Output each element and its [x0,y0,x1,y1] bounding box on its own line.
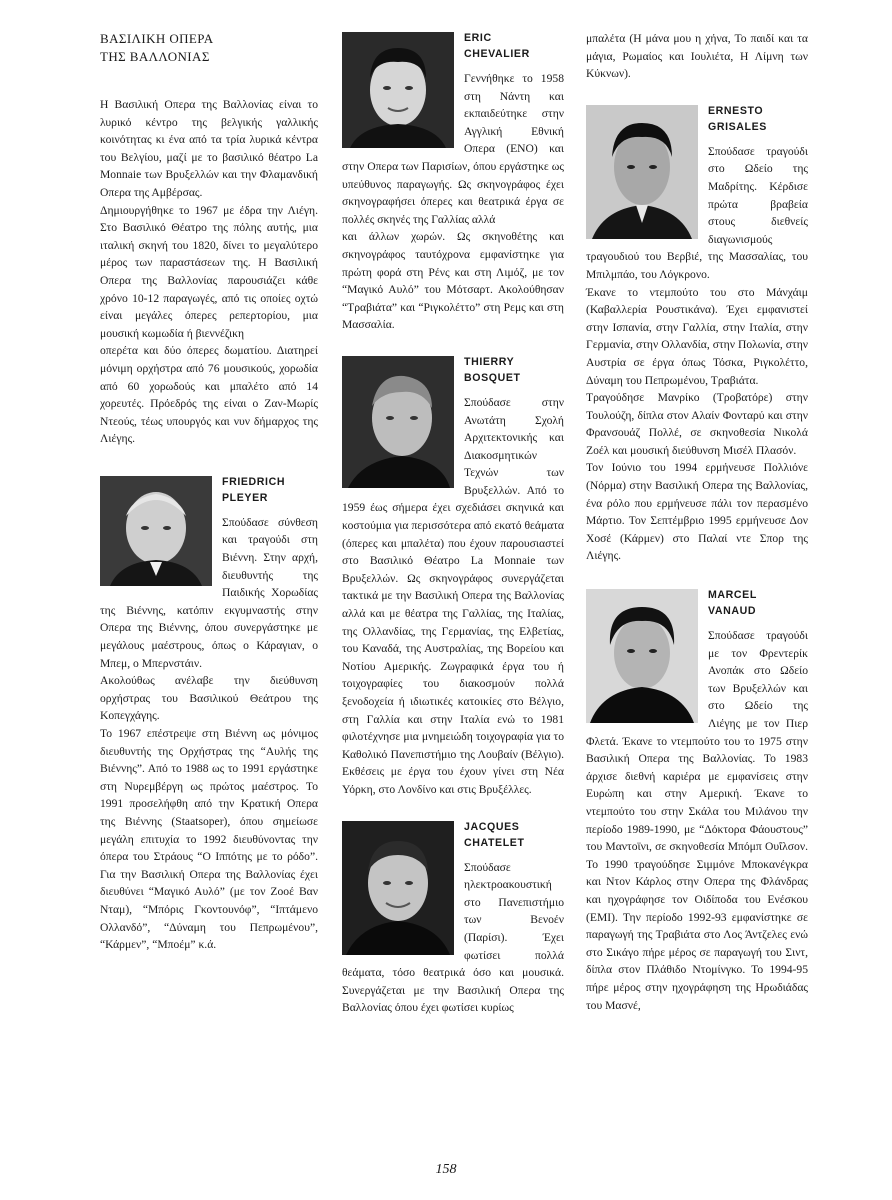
bio-vanaud [586,587,808,1014]
bio-grisales [586,103,808,565]
bio-grisales-paragraph-2: Έκανε το ντεμπούτο του στο Μάνχάιμ (Καβαλλερία Ρουστικάνα). Έχει εμφανιστεί στην Ισπανία, στην Γαλλία, στην Ιταλία, στην Γερμανία, στην Ολλανδία, στην Πολωνία, στην Αυστρία σε έργα όπως Τόσκα, Ριγκολέττο, Δύναμη του Πεπρωμένου, Τραβιάτα. [586,285,808,387]
bio-chatelet [342,819,564,1017]
bio-name-vanaud-line-1: MARCEL [708,589,757,602]
bio-chevalier [342,30,564,334]
column-middle [342,30,564,1017]
bio-name-pleyer-line-2: PLEYER [222,491,268,504]
bio-bosquet [342,354,564,799]
bio-chevalier-paragraph-2: και άλλων χωρών. Ως σκηνοθέτης και σκηνογράφος ταυτόχρονα εμφανίστηκε για πρώτη φορά στη Ρένς και στη Λιμόζ, με τον “Μαγικό Αυλό” του Μότσαρτ. Ακολούθησαν “Τραβιάτα” και “Ριγκολέττο” στη Ρεμς και στη Μασσαλία. [342,230,564,332]
bio-name-grisales-line-2: GRISALES [708,120,767,133]
column-left [100,30,318,954]
bio-name-vanaud-line-2: VANAUD [708,605,757,618]
bio-name-grisales-line-1: ERNESTO [708,104,764,117]
page-title-line-1: ΒΑΣΙΛΙΚΗ ΟΠΕΡΑ [100,31,214,46]
intro-paragraph-2: Δημιουργήθηκε το 1967 με έδρα την Λιέγη. Στο Βασιλικό Θέατρο της πόλης αυτής, μια ιταλική σκηνή του 1820, δίνει το μεγαλύτερο μέρος των παραστάσεων της. Η Βασιλική Οπερα της Βαλλονίας παρουσιάζει κάθε χρόνο 10-12 παραγωγές, από τις οποίες οχτώ είναι μεγάλες όπερες ρεπερτορίου, μια μουσική κωμωδία ή βιεννέζικη [100,203,318,340]
bio-grisales-paragraph-4: Τον Ιούνιο του 1994 ερμήνευσε Πολλιόνε (Νόρμα) στην Βασιλική Οπερα της Βαλλονίας, ένα ρόλο που ερμήνευσε πάλι τον περασμένο Μάρτιο. Τον Σεπτέμβριο 1995 ερμήνευσε Δον Χοσέ (Κάρμεν) στο Παλαί ντε Σπορ της Λιέγης. [586,461,808,563]
bio-pleyer-paragraph-1: Σπούδασε σύνθεση και τραγούδι στη Βιέννη. Στην αρχή, διευθυντής της Παιδικής Χορωδίας της Βιέννης, κατόπιν εκγυμναστής στην Οπερα της Βιέννης, όπου συνεργάστηκε με μεγάλους μαέστρους, όπως ο Κάραγιαν, ο Μπεμ, ο Μπερνστάιν. [100,515,318,670]
bio-bosquet-paragraph-1: Σπούδασε στην Ανωτάτη Σχολή Αρχιτεκτονικής και Διακοσμητικών Τεχνών των Βρυξελλών. Από το 1959 έως σήμερα έχει σχεδιάσει σκηνικά και κοστούμια για περισσότερα από εκατό θεάματα (όπερες και μπαλέτα) που έχουν παρουσιαστεί στο Βασιλικό Θέατρο La Monnaie των Βρυξελλών. Ως σκηνογράφος συνεργάζεται τακτικά με την Βασιλική Οπερα της Βαλλονίας αλλά και με θέατρα της Γαλλίας, της Ιταλίας, της Ολλανδίας, της Γερμανίας, της Ελβετίας, του Καναδά, της Αυστραλίας, της Βορείου και Νοτίου Αμερικής. Ζωγραφικά έργα του ή τοιχογραφίες του διακοσμούν πολλά ξενοδοχεία ή ιδιωτικές κατοικίες στο Βέλγιο, στη Γαλλία και στην Ιταλία ενώ το 1981 φιλοτέχνησε μια μνημειώδη τοιχογραφία για το Καθολικό Πανεπιστήμιο της Λουβαίν (Βέλγιο). Εκθέσεις με έργα του έχουν γίνει στη Νέα Υόρκη, στο Λονδίνο και στις Βρυξέλλες. [342,395,564,796]
bio-grisales-paragraph-3: Τραγούδησε Μανρίκο (Τροβατόρε) στην Τουλούζη, δίπλα στον Αλαίν Φονταρύ και στην Φρανσουάζ Πολλέ, σε σκηνοθεσία Νικολά Ζοέλ και μουσική διεύθυνση Μισέλ Πλασόν. [586,391,808,457]
column-right [586,30,808,1014]
intro-paragraph-1: Η Βασιλική Οπερα της Βαλλονίας είναι το λυρικό κέντρο της βελγικής γαλλικής κοινότητας κι ένα από τα τρία λυρικά κέντρα του Βελγίου, μαζί με το βασιλικό θέατρο La Monnaie των Βρυξελλών και την Φλαμανδική Οπερα της Αμβέρσας. [100,98,318,199]
bio-chevalier-paragraph-1: Γεννήθηκε το 1958 στη Νάντη και εκπαιδεύτηκε στην Αγγλική Εθνική Οπερα (ENO) και στην Οπερα των Παρισίων, όπου εργάστηκε ως υπεύθυνος παραγωγής. Ως σκηνογράφος έχει σκηνογραφήσει όπερες και θεατρικά έργα σε πολλές σκηνές της Γαλλίας αλλά [342,72,564,226]
bio-name-pleyer-line-1: FRIEDRICH [222,475,286,488]
page-title-line-2: ΤΗΣ ΒΑΛΛΟΝΙΑΣ [100,49,210,64]
bio-grisales-paragraph-1: Σπούδασε τραγούδι στο Ωδείο της Μαδρίτης. Κέρδισε πρώτα βραβεία στους διεθνείς διαγωνισμούς τραγουδιού του Βερβιέ, της Μασσαλίας, του Μπιλμπάο, του Λόγκρονο. [586,144,808,281]
portrait-photo-grisales [586,105,698,239]
bio-pleyer-paragraph-3: Το 1967 επέστρεψε στη Βιέννη ως μόνιμος διευθυντής της Ορχήστρας της “Αυλής της Βιέννης”. Από το 1988 ως το 1991 εργάστηκε στη Νυρεμβέργη ως πρώτος μαέστρος. Το 1991 προσελήφθη από την Κρατική Οπερα της Βιέννης (Staatsoper), όπου σημείωσε μεγάλη επιτυχία το 1992 διευθύνοντας την όπερα του Στράους “Ο Ιππότης με το ρόδο”. Για την Βασιλική Οπερα της Βαλλονίας έχει διευθύνει “Μαγικό Αυλό” (με τον Ζοοέ Βαν Νταμ), “Μπόρις Γκοντουνόφ”, “Ιπτάμενο Ολλανδό”, “Δύναμη του Πεπρωμένου”, “Κάρμεν”, “Μποέμ” κ.ά. [100,727,318,952]
portrait-photo-bosquet [342,356,454,488]
bio-chatelet-continuation: μπαλέτα (Η μάνα μου η χήνα, Το παιδί και τα μάγια, Ρωμαίος και Ιουλιέτα, Η Λίμνη των Κύκνων). [586,32,808,81]
bio-vanaud-paragraph-1: Σπούδασε τραγούδι με τον Φρεντερίκ Ανοπάκ στο Ωδείο των Βρυξελλών και στο Ωδείο της Λιέγης με τον Πιερ Φλετά. Έκανε το ντεμπούτο του το 1975 στην Βασιλική Οπερα της Βαλλονίας. Το 1983 άρχισε διεθνή καριέρα με εμφανίσεις στην Ευρώπη και στην Αμερική. Έκανε το ντεμπούτο του στην Σκάλα του Μιλάνου την περίοδο 1989-1990, με “Δόκτορα Φάουστους” του Μαντοϊνι, σε σκηνοθεσία Μπόμπ Ουΐλσον. Το 1990 τραγούδησε Σιμμόνε Μποκανέγκρα και Ντον Κάρλος στην Οπερα της Φλάνδρας και ηχογράφησε τον Οιδίποδα του Ενέσκου (EMI). Την περίοδο 1992-93 εμφανίστηκε σε παραγωγή της Τραβιάτα στο Λος Άντζελες ενώ στο Σικάγο πήρε μέρος σε παραγωγή του Σιντ, δίπλα στον Πλάθιδο Ντομίνγκο. Το 1994-95 πήρε μέρος στην ηχογράφηση της Ηρωδιάδας του Μασνέ, [586,629,808,1012]
bio-name-bosquet-line-1: THIERRY [464,355,515,368]
bio-name-chevalier-line-1: ERIC [464,32,492,44]
bio-name-chatelet-line-1: JACQUES [464,820,520,833]
intro-paragraph-3: οπερέτα και δύο όπερες δωματίου. Διατηρεί μόνιμη ορχήστρα από 76 μουσικούς, χορωδία από 60 χορωδούς και μπαλέτο από 14 χορευτές. Πρόεδρός της είναι ο Ζαν-Μωρίς Ντεούς, τέως υπουργός και νυν δήμαρχος της Λιέγης. [100,344,318,446]
portrait-photo-pleyer [100,476,212,586]
page-title [100,30,318,66]
portrait-photo-chevalier [342,32,454,148]
bio-name-bosquet-line-2: BOSQUET [464,371,521,384]
bio-chatelet-paragraph-1: Σπούδασε ηλεκτροακουστική στο Πανεπιστήμιο των Βενοέν (Παρίσι). Έχει φωτίσει πολλά θεάματα, τόσο θεατρικά όσο και μουσικά. Συνεργάζεται με την Βασιλική Οπερα της Βαλλονίας όπου έχει φωτίσει κυρίως [342,860,564,1015]
bio-pleyer-paragraph-2: Ακολούθως ανέλαβε την διεύθυνση ορχήστρας του Βασιλικού Θεάτρου της Κοπεγχάγης. [100,674,318,723]
bio-pleyer [100,474,318,954]
portrait-photo-vanaud [586,589,698,723]
bio-name-chevalier-line-2: CHEVALIER [464,48,530,60]
bio-name-chatelet-line-2: CHATELET [464,836,525,849]
page-number: 158 [435,1162,457,1177]
portrait-photo-chatelet [342,821,454,955]
